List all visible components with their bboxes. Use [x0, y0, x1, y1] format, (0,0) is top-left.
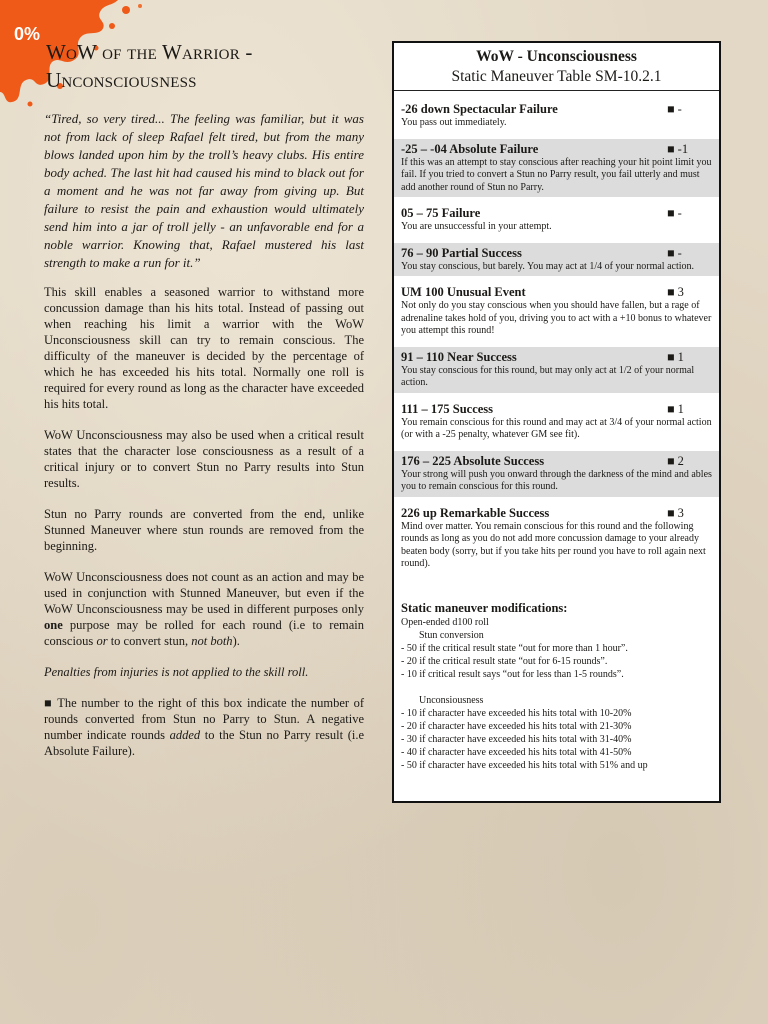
row-stun-value: ■ 3: [667, 285, 684, 299]
row-range-label: -26 down Spectacular Failure: [401, 102, 558, 116]
row-header: [401, 142, 713, 157]
row-stun-value: ■ 1: [667, 349, 684, 364]
row-description: You stay conscious, but barely. You may act at 1/4 of your normal action.: [401, 260, 695, 272]
modifier-line: - 10 if critical result says “out for less than 1-5 rounds”.: [401, 668, 624, 680]
table-row: [394, 503, 719, 574]
row-range-label: 111 – 175 Success: [401, 401, 494, 416]
row-stun-value: ■ 1: [667, 401, 684, 416]
row-stun-value: ■ 2: [667, 453, 684, 468]
row-header: [401, 350, 713, 365]
modifier-line: - 20 if character have exceeded his hits total with 21-30%: [401, 720, 632, 732]
modifier-line: - 40 if character have exceeded his hits total with 41-50%: [401, 746, 632, 758]
stun-conversion-heading: Stun conversion: [419, 629, 484, 641]
intro-quote: “Tired, so very tired... The feeling was familiar, but it was not from lack of sleep Rafael felt tired, but from the many blows landed upon him by the troll’s heavy clubs. His entire body ached. The last hit had caused his mind to black out for a moment and he was not far away from giving up. But failure to resist the pain and exhaustion would ultimately send him into a jar of troll jelly - an unfavorable end for a noble warrior. Knowing that, Rafael mustered his last strength to make a run for it.”: [44, 111, 364, 270]
unconsciousness-list: [401, 707, 712, 772]
row-header: [401, 402, 713, 417]
unconsciousness-heading: Unconsiousness: [419, 694, 484, 706]
table-row: [394, 99, 719, 133]
modifier-line: - 20 if the critical result state “out for 6-15 rounds”.: [401, 655, 608, 667]
row-header: [401, 246, 713, 261]
percent-badge: 0%: [14, 24, 41, 44]
paragraph-action-rules: WoW Unconsciousness does not count as an action and may be used in conjunction with Stunned Maneuver, but even if the WoW Unconsciousness may be used in different purposes only one purpose may be rolled for each round (i.e to remain conscious or to convert stun, not both).: [44, 570, 364, 648]
row-range-label: UM 100 Unusual Event: [401, 285, 526, 299]
row-stun-value: ■ -1: [667, 141, 689, 156]
row-stun-value: ■ -: [667, 102, 682, 116]
row-description: You stay conscious for this round, but may only act at 1/2 of your normal action.: [401, 364, 695, 388]
table-row: [394, 139, 719, 198]
table-row: [394, 203, 719, 237]
maneuver-table: [392, 41, 721, 803]
row-stun-value: ■ -: [667, 206, 682, 220]
table-subtitle: Static Maneuver Table SM-10.2.1: [451, 68, 662, 85]
modifications-roll: Open-ended d100 roll: [401, 616, 489, 628]
table-rows: [394, 99, 719, 574]
row-description: You are unsuccessful in your attempt.: [401, 221, 552, 232]
row-stun-value: ■ 3: [667, 505, 684, 520]
row-range-label: 05 – 75 Failure: [401, 206, 481, 220]
page-title-line2: Unconsciousness: [46, 68, 197, 92]
table-row: [394, 347, 719, 393]
modifier-line: - 10 if character have exceeded his hits total with 10-20%: [401, 707, 632, 719]
modifier-line: - 50 if the critical result state “out for more than 1 hour”.: [401, 642, 628, 654]
row-description: Mind over matter. You remain conscious for this round and the following rounds as long as you do not add more concussion damage to your already beaten body (sorry, but if you take hits per round you have to roll again next round).: [401, 520, 706, 569]
table-row: [394, 451, 719, 497]
row-header: [401, 206, 713, 221]
row-range-label: -25 – -04 Absolute Failure: [401, 141, 539, 156]
modifications-section: [394, 600, 719, 772]
modifications-title: Static maneuver modifications:: [401, 600, 568, 615]
paragraph-critical-use: WoW Unconsciousness may also be used when a critical result states that the character lose consciousness as a result of a critical injury or to convert Stun no Parry results into Stun results.: [44, 428, 364, 490]
row-description: Not only do you stay conscious when you should have fallen, but a rage of adrenaline takes hold of you, driving you to act with a +10 bonus to whatever you attempt this round!: [401, 300, 712, 336]
paragraph-skill-description: This skill enables a seasoned warrior to withstand more concussion damage than his hits total. Instead of passing out when reaching his limit a warrior with the WoW Unconsciousness skill can try to remain conscious. The difficulty of the maneuver is decided by the percentage of which he has exceeded his hits total. Normally one roll is required for every round as long as the character have exceeded his hits total.: [44, 285, 364, 411]
row-description: Your strong will push you onward through the darkness of the mind and ables you to remain conscious for this round.: [401, 468, 712, 492]
row-description: If this was an attempt to stay conscious after reaching your hit point limit you fail. If you tried to convert a Stun no Parry result, you fail utterly and must add another round of Stun no Parry.: [401, 156, 712, 193]
modifier-line: - 50 if character have exceeded his hits total with 51% and up: [401, 759, 648, 771]
table-row: [394, 282, 719, 341]
row-stun-value: ■ -: [667, 245, 682, 260]
paragraph-penalties: Penalties from injuries is not applied to the skill roll.: [44, 665, 309, 679]
row-description: You remain conscious for this round and may act at 3/4 of your normal action (or with a -25 penalty, whatever GM see fit).: [401, 416, 712, 440]
row-header: [401, 454, 713, 469]
row-range-label: 176 – 225 Absolute Success: [401, 453, 545, 468]
row-header: [401, 506, 713, 521]
paragraph-stun-conversion: Stun no Parry rounds are converted from the end, unlike Stunned Maneuver where stun rounds are removed from the beginning.: [44, 507, 364, 553]
paragraph-box-legend: ■ The number to the right of this box indicate the number of rounds converted from Stun no Parry to Stun. A negative number indicate rounds added to the Stun no Parry result (i.e Absolute Failure).: [44, 696, 365, 758]
row-range-label: 91 – 110 Near Success: [401, 349, 517, 364]
table-row: [394, 243, 719, 277]
row-range-label: 226 up Remarkable Success: [401, 505, 550, 520]
page-title-line1: WoW of the Warrior -: [46, 40, 253, 64]
stun-conversion-list: [401, 642, 712, 681]
modifier-line: - 30 if character have exceeded his hits total with 31-40%: [401, 733, 632, 745]
row-description: You pass out immediately.: [401, 117, 507, 128]
row-header: [401, 285, 713, 300]
table-header: [394, 43, 719, 91]
table-title: WoW - Unconsciousness: [476, 48, 637, 65]
row-header: [401, 102, 713, 117]
table-row: [394, 399, 719, 445]
page-title: [46, 38, 366, 94]
row-range-label: 76 – 90 Partial Success: [401, 245, 522, 260]
body-text-column: [44, 110, 364, 774]
